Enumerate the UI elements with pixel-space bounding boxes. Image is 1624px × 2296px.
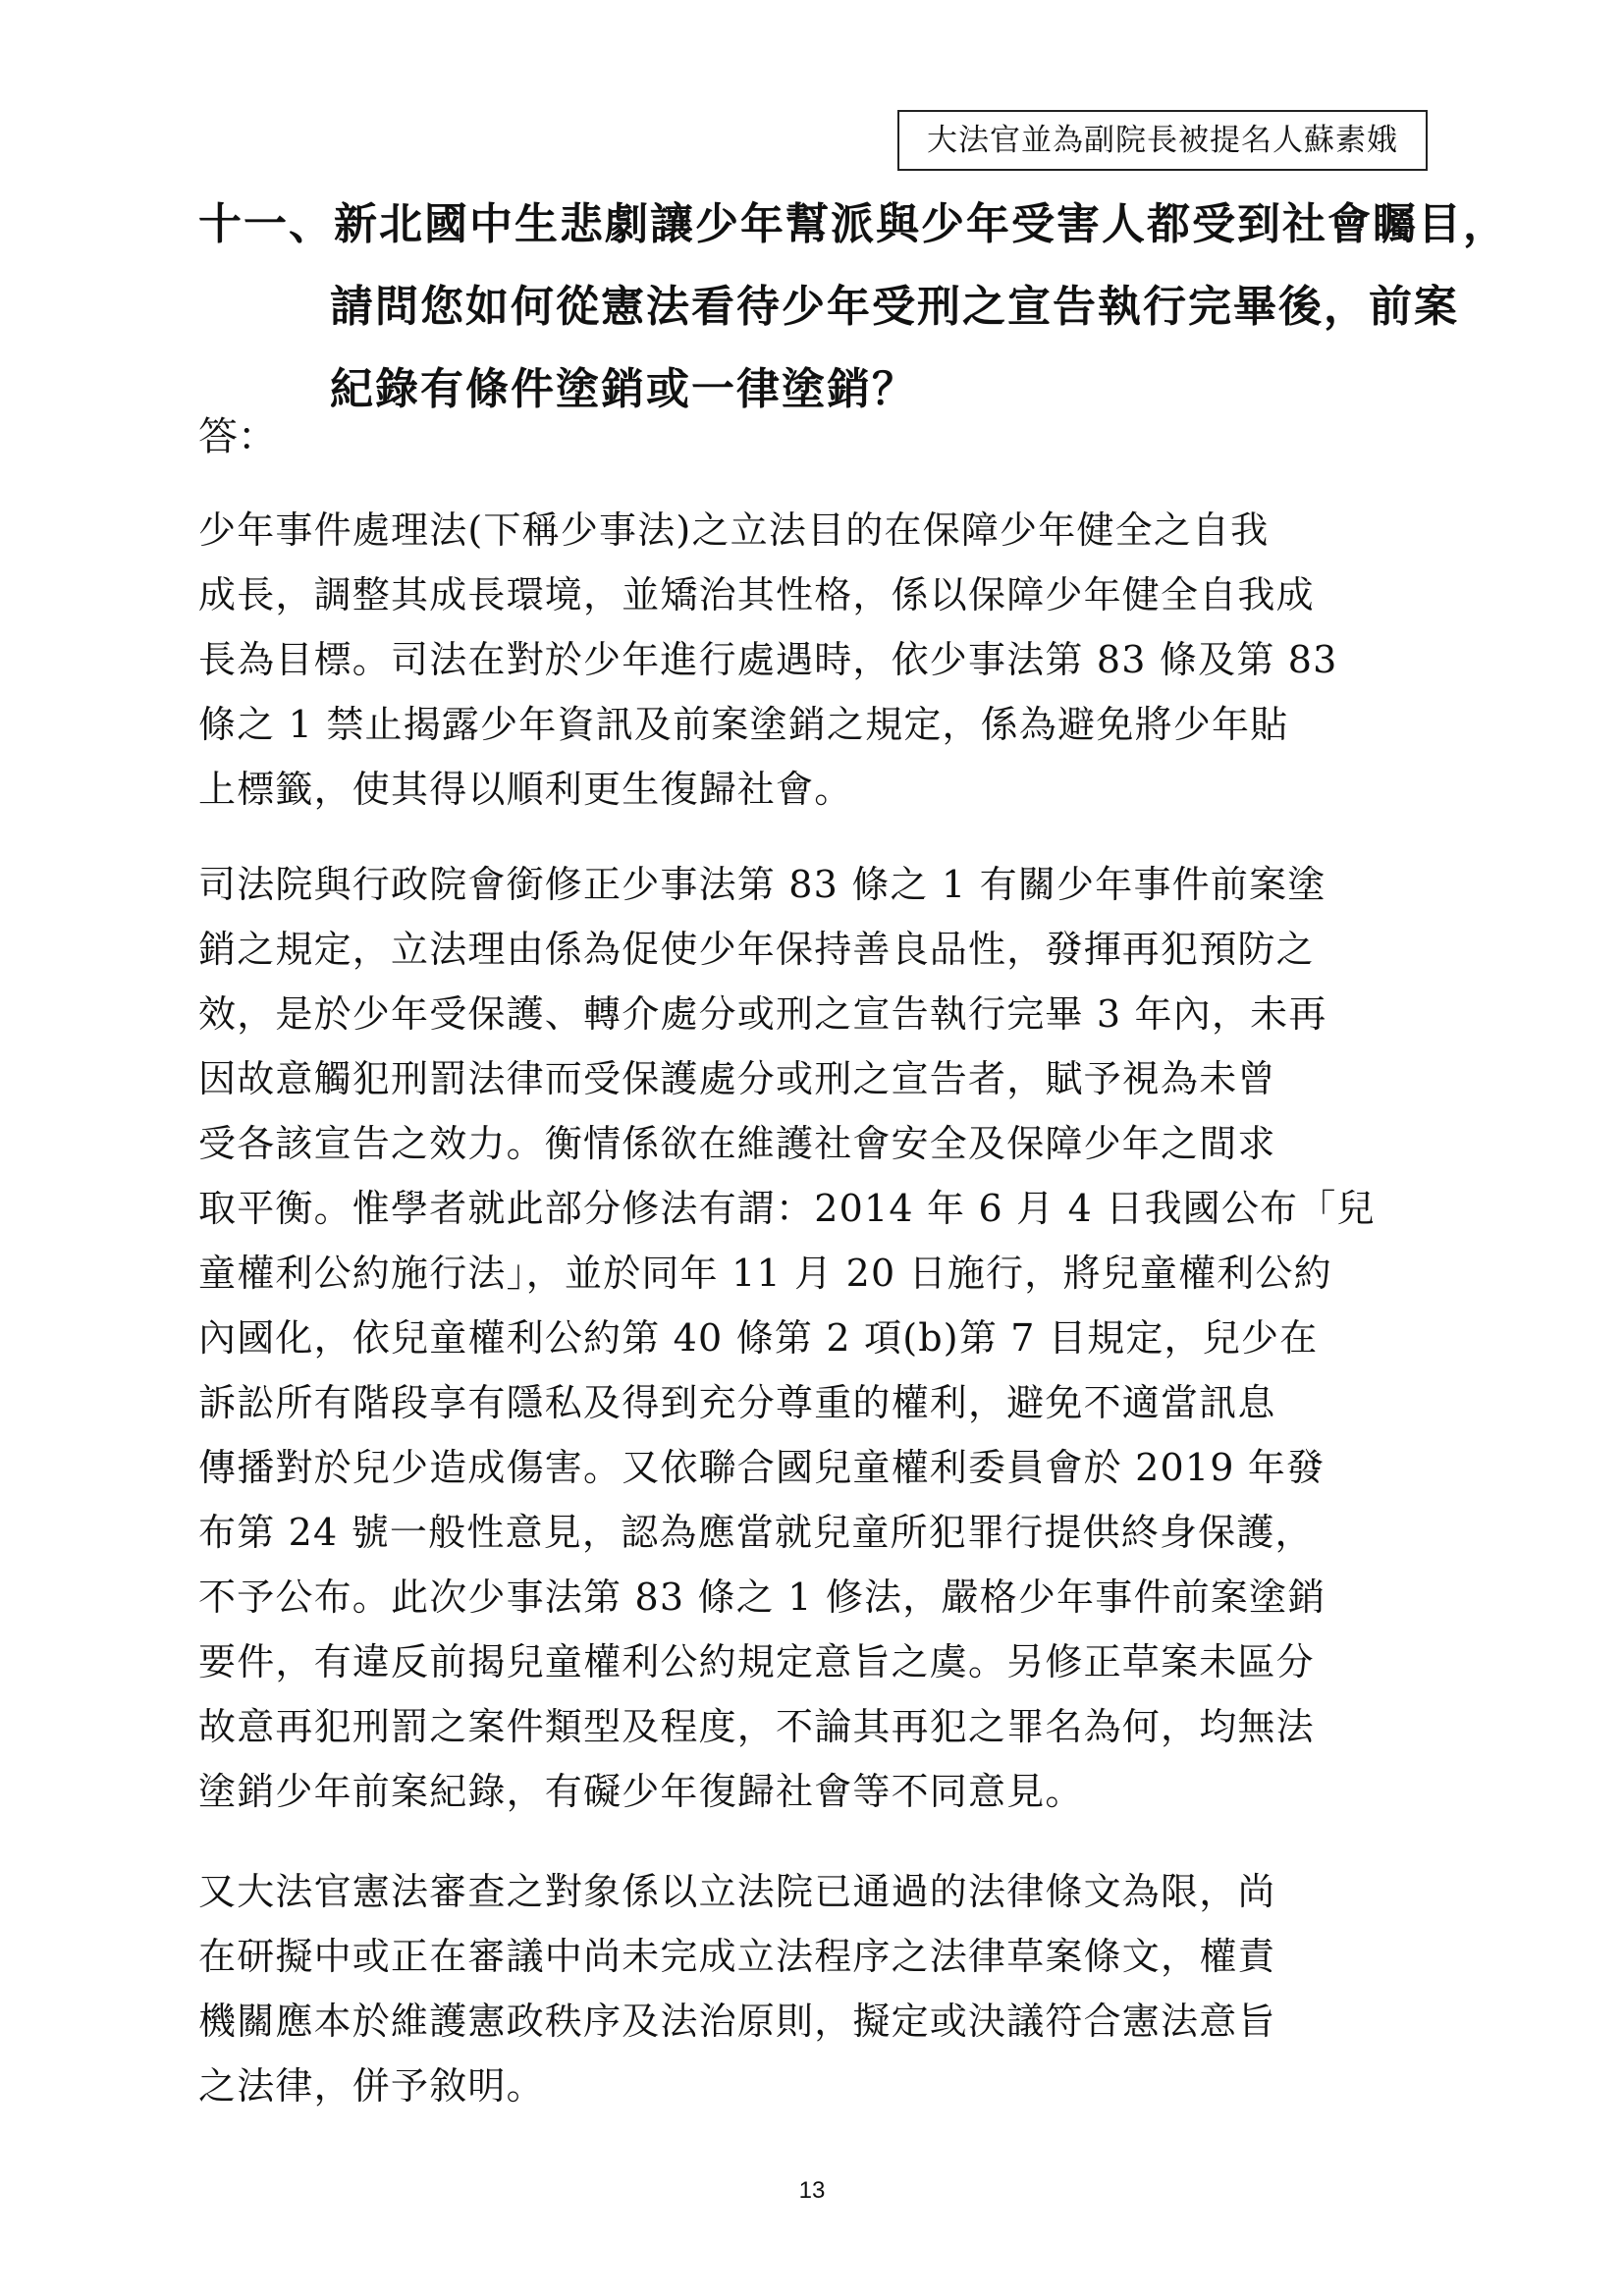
answer-paragraph-3 — [198, 1859, 1447, 2118]
paragraph-line: 傳播對於兒少造成傷害。又依聯合國兒童權利委員會於 2019 年發 — [198, 1446, 1326, 1489]
question-line: 紀錄有條件塗銷或一律塗銷？ — [330, 364, 917, 414]
paragraph-line: 條之 1 禁止揭露少年資訊及前案塗銷之規定，係為避免將少年貼 — [198, 703, 1289, 746]
paragraph-line: 受各該宣告之效力。衡情係欲在維護社會安全及保障少年之間求 — [198, 1122, 1276, 1165]
paragraph-line: 不予公布。此次少事法第 83 條之 1 修法，嚴格少年事件前案塗銷 — [198, 1575, 1326, 1619]
paragraph-line: 童權利公約施行法」，並於同年 11 月 20 日施行，將兒童權利公約 — [198, 1252, 1332, 1295]
paragraph-line: 效，是於少年受保護、轉介處分或刑之宣告執行完畢 3 年內，未再 — [198, 992, 1327, 1036]
paragraph-line: 之法律，併予敘明。 — [198, 2064, 545, 2108]
question-line: 請問您如何從憲法看待少年受刑之宣告執行完畢後，前案 — [330, 282, 1459, 332]
answer-paragraph-2 — [198, 852, 1447, 1824]
nominee-header-box: 大法官並為副院長被提名人蘇素娥 — [897, 110, 1428, 171]
paragraph-line: 上標籤，使其得以順利更生復歸社會。 — [198, 768, 853, 811]
paragraph-line: 司法院與行政院會銜修正少事法第 83 條之 1 有關少年事件前案塗 — [198, 863, 1326, 906]
paragraph-line: 訴訟所有階段享有隱私及得到充分尊重的權利，避免不適當訊息 — [198, 1381, 1276, 1424]
paragraph-line: 在研擬中或正在審議中尚未完成立法程序之法律草案條文，權責 — [198, 1935, 1276, 1978]
paragraph-line: 因故意觸犯刑罰法律而受保護處分或刑之宣告者，賦予視為未曾 — [198, 1057, 1276, 1100]
question-heading — [198, 184, 1508, 431]
paragraph-line: 要件，有違反前揭兒童權利公約規定意旨之虞。另修正草案未區分 — [198, 1640, 1315, 1683]
paragraph-line: 機關應本於維護憲政秩序及法治原則，擬定或決議符合憲法意旨 — [198, 2000, 1276, 2043]
answer-paragraph-1 — [198, 498, 1447, 822]
paragraph-line: 銷之規定，立法理由係為促使少年保持善良品性，發揮再犯預防之 — [198, 928, 1315, 971]
paragraph-line: 長為目標。司法在對於少年進行處遇時，依少事法第 83 條及第 83 — [198, 638, 1338, 681]
answer-label: 答： — [198, 414, 277, 459]
paragraph-line: 內國化，依兒童權利公約第 40 條第 2 項(b)第 7 目規定，兒少在 — [198, 1316, 1319, 1360]
paragraph-line: 塗銷少年前案紀錄，有礙少年復歸社會等不同意見。 — [198, 1770, 1084, 1813]
question-line: 十一、新北國中生悲劇讓少年幫派與少年受害人都受到社會矚目， — [198, 199, 1508, 249]
paragraph-line: 又大法官憲法審查之對象係以立法院已通過的法律條文為限，尚 — [198, 1870, 1276, 1913]
paragraph-line: 少年事件處理法(下稱少事法)之立法目的在保障少年健全之自我 — [198, 508, 1270, 552]
page-number: 13 — [798, 2177, 826, 2204]
paragraph-line: 取平衡。惟學者就此部分修法有謂：2014 年 6 月 4 日我國公布「兒 — [198, 1187, 1376, 1230]
paragraph-line: 布第 24 號一般性意見，認為應當就兒童所犯罪行提供終身保護， — [198, 1511, 1314, 1554]
paragraph-line: 成長，調整其成長環境，並矯治其性格，係以保障少年健全自我成 — [198, 573, 1315, 616]
paragraph-line: 故意再犯刑罰之案件類型及程度，不論其再犯之罪名為何，均無法 — [198, 1705, 1315, 1748]
